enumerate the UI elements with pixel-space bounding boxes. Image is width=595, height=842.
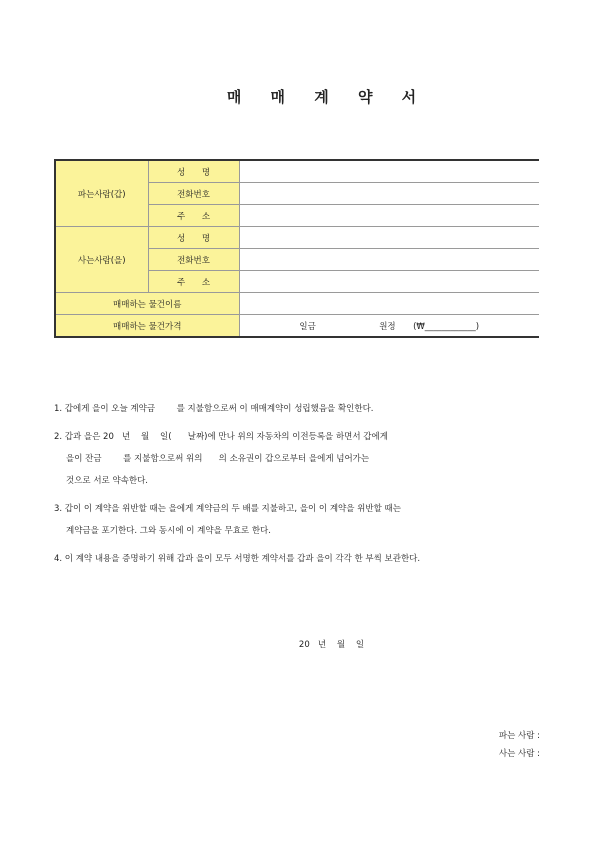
document-title: 매 매 계 약 서 (226, 88, 429, 106)
price-suffix: 원정 (379, 321, 396, 332)
clause-line: 계약금을 포기한다. 그와 동시에 이 계약을 무효로 한다. (66, 526, 271, 536)
clause-line: 3. 갑이 이 계약을 위반할 때는 을에게 계약금의 두 배를 지불하고, 을이 이 계약을 위반할 때는 (54, 504, 401, 514)
item-name-row (55, 293, 539, 315)
buyer-phone-field[interactable] (239, 249, 539, 271)
seller-address-field[interactable] (239, 205, 539, 227)
seller-group-label: 파는사람(갑) (55, 160, 148, 227)
clause-3 (54, 498, 544, 542)
price-amount-paren: (₩____________) (413, 321, 480, 332)
item-price-row (55, 315, 539, 338)
contract-clauses (54, 398, 544, 576)
clause-line: 을이 잔금 를 지불함으로써 위의 의 소유권이 갑으로부터 을에게 넘어가는 (66, 454, 370, 464)
clause-2 (54, 426, 544, 492)
buyer-name-field[interactable] (239, 227, 539, 249)
clause-line: 4. 이 계약 내용을 증명하기 위해 갑과 을이 모두 서명한 계약서를 갑과 을이 각각 한 부씩 보관한다. (54, 554, 421, 564)
seller-signature-line: 파는 사람 : (498, 731, 540, 741)
buyer-signature-line: 사는 사람 : (498, 749, 540, 759)
clause-1 (54, 398, 544, 420)
seller-phone-field[interactable] (239, 183, 539, 205)
seller-name-field[interactable] (239, 160, 539, 183)
seller-name-row (55, 160, 539, 183)
item-name-label: 매매하는 물건이름 (55, 293, 239, 315)
contract-info-table (54, 159, 539, 338)
clause-line: 2. 갑과 을은 20 년 월 일( 날짜)에 만나 위의 자동차의 이전등록을 하면서 갑에게 (54, 432, 388, 442)
item-name-field[interactable] (239, 293, 539, 315)
seller-name-label: 성 명 (148, 160, 239, 183)
buyer-address-field[interactable] (239, 271, 539, 293)
buyer-name-row (55, 227, 539, 249)
contract-date: 20 년 월 일 (298, 640, 365, 650)
buyer-group-label: 사는사람(을) (55, 227, 148, 293)
buyer-phone-label: 전화번호 (148, 249, 239, 271)
clause-4 (54, 548, 544, 570)
seller-phone-label: 전화번호 (148, 183, 239, 205)
item-price-field[interactable] (239, 315, 539, 338)
clause-line: 1. 갑에게 을이 오늘 계약금 를 지불함으로써 이 매매계약이 성립했음을 확인한다. (54, 404, 374, 414)
clause-line: 것으로 서로 약속한다. (66, 476, 149, 486)
price-prefix: 일금 (299, 321, 316, 332)
buyer-address-label: 주 소 (148, 271, 239, 293)
item-price-label: 매매하는 물건가격 (55, 315, 239, 338)
buyer-name-label: 성 명 (148, 227, 239, 249)
seller-address-label: 주 소 (148, 205, 239, 227)
